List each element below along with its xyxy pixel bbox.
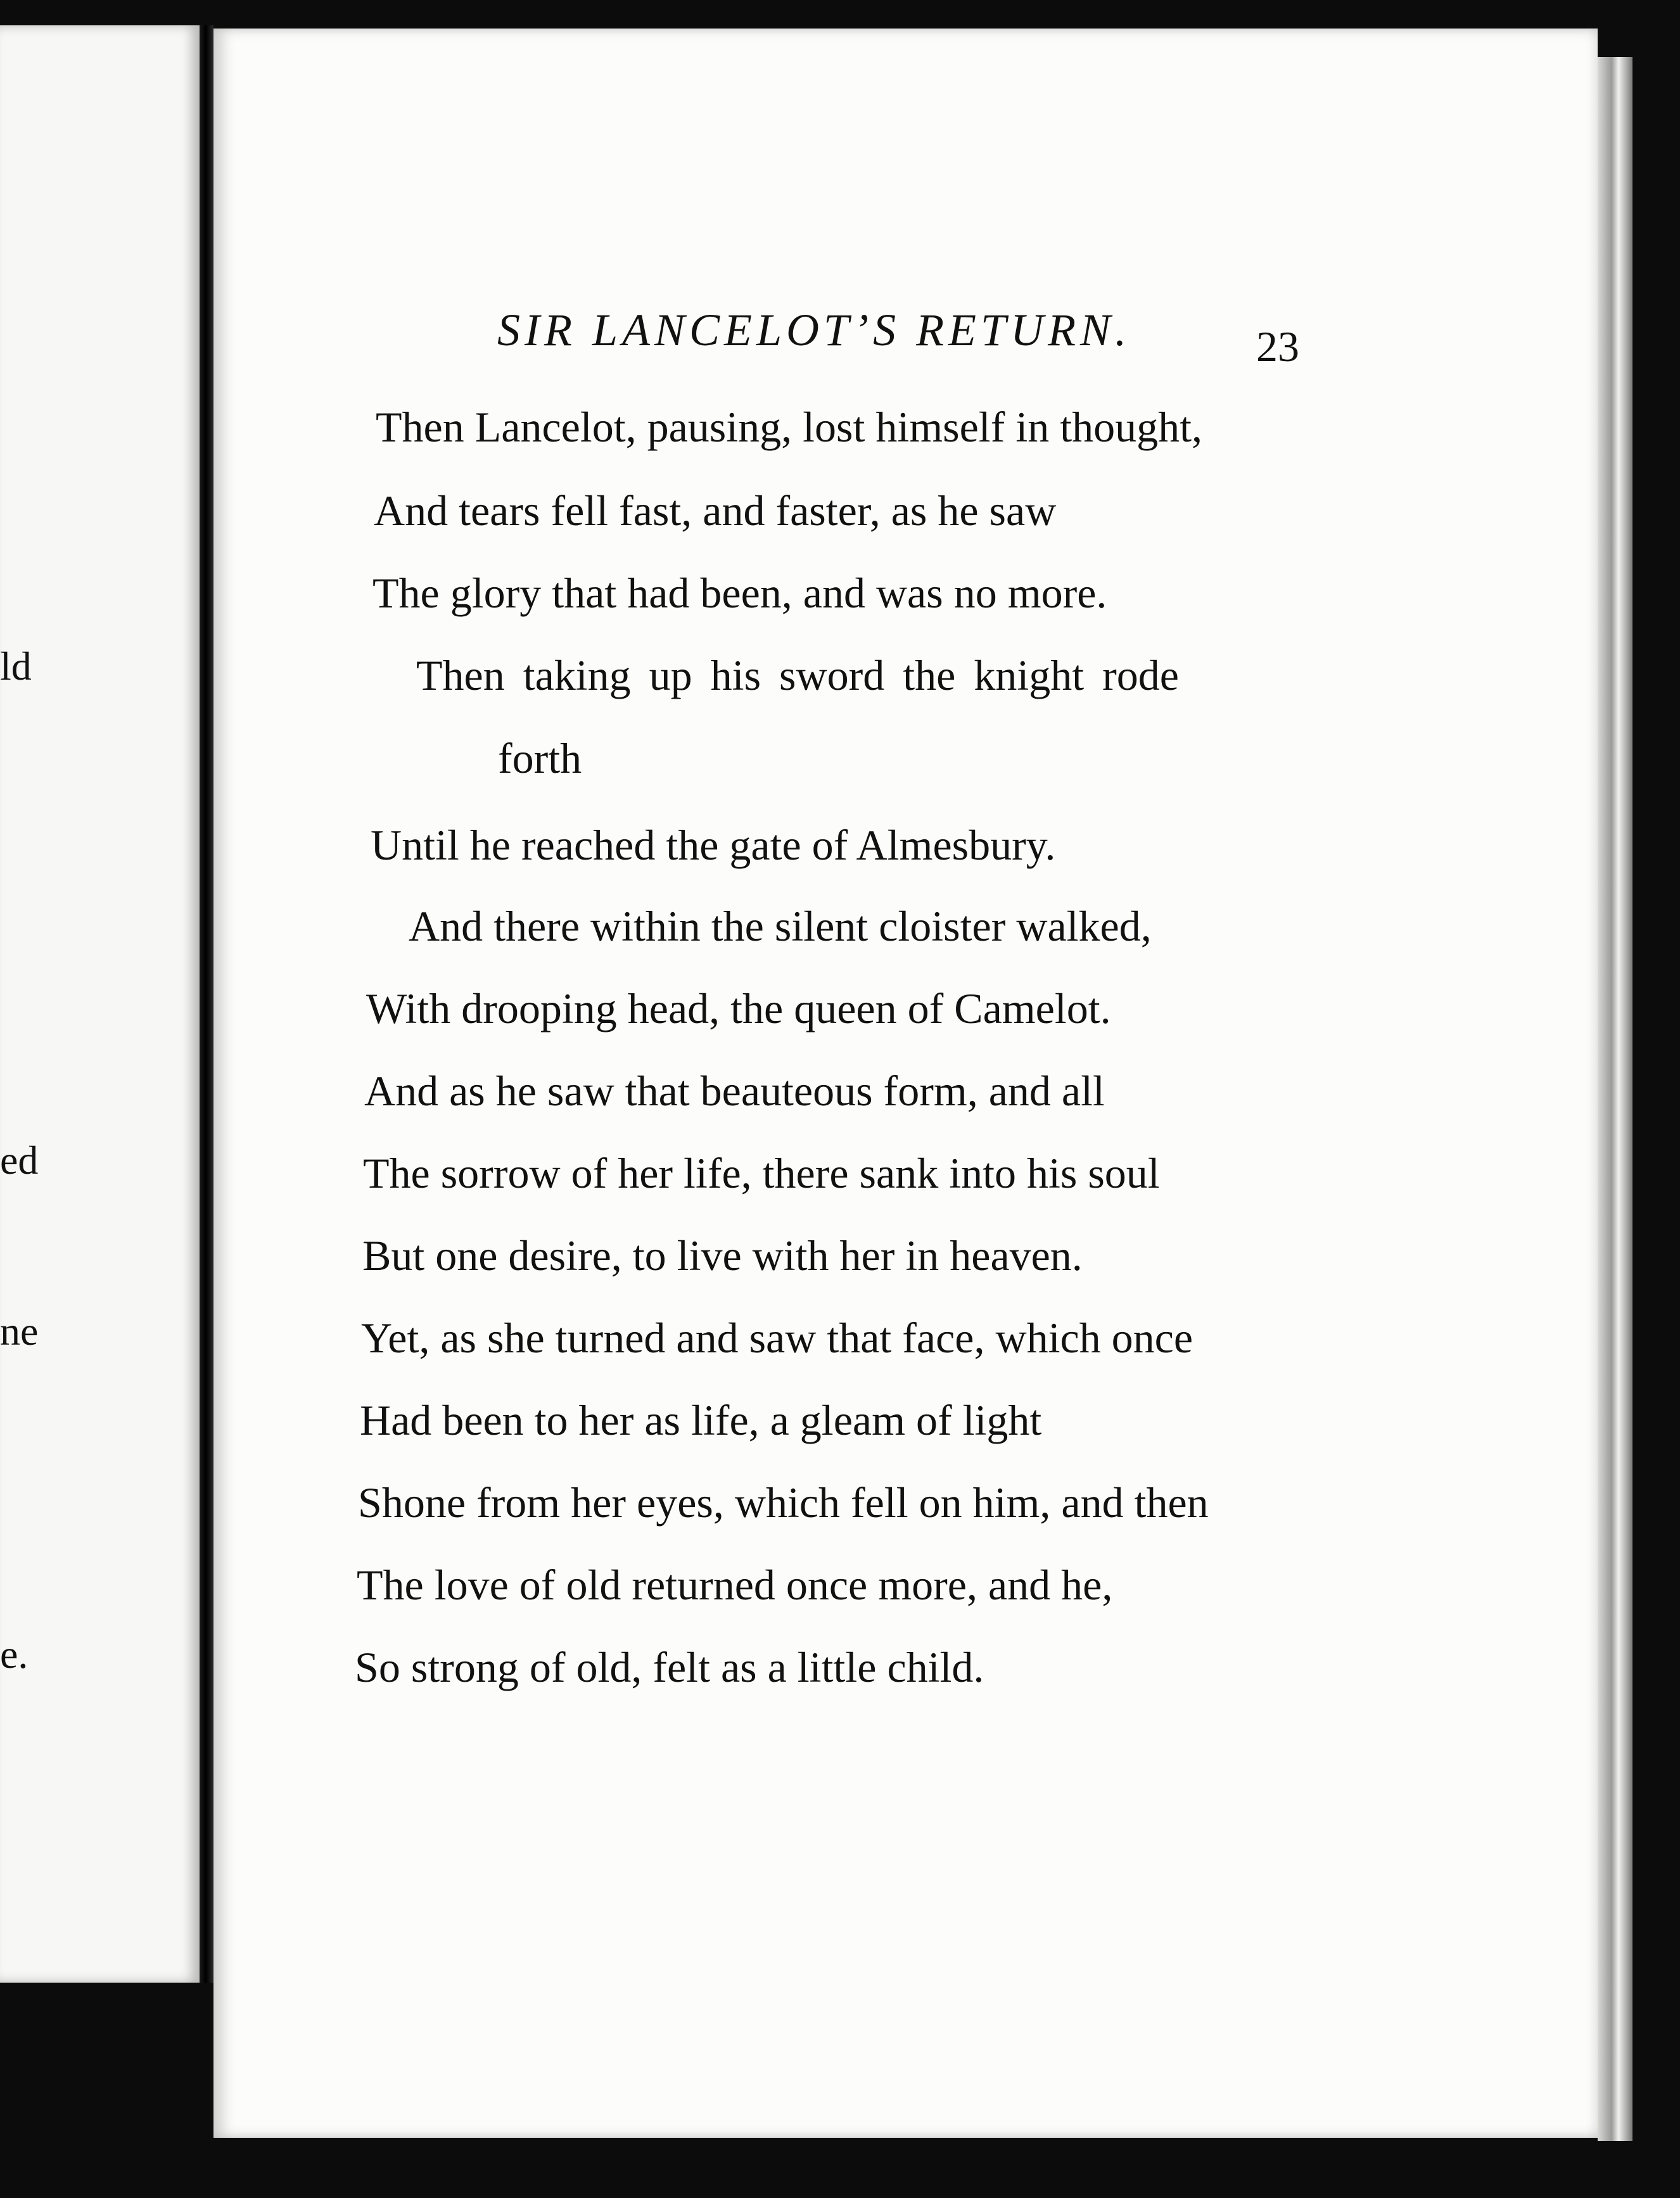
verse-line: And there within the silent cloister walked, xyxy=(409,902,1152,950)
verse-line: The love of old returned once more, and he, xyxy=(357,1561,1113,1609)
running-head: SIR LANCELOT’S RETURN. xyxy=(497,305,1131,355)
verse-line: And as he saw that beauteous form, and all xyxy=(364,1067,1105,1115)
verse-line: So strong of old, felt as a little child. xyxy=(355,1643,984,1691)
verse-line: With drooping head, the queen of Camelot. xyxy=(366,984,1111,1032)
left-page-fragment: ne xyxy=(0,1309,39,1354)
verse-line: Until he reached the gate of Almesbury. xyxy=(371,821,1056,869)
verse-line: The glory that had been, and was no more. xyxy=(372,569,1107,617)
verse-line: Yet, as she turned and saw that face, which once xyxy=(361,1314,1193,1362)
left-page-fragment: ld xyxy=(0,644,32,689)
left-page-fragment: e. xyxy=(0,1632,29,1677)
left-page-fragment: ed xyxy=(0,1138,39,1183)
left-facing-page xyxy=(0,25,200,1983)
verse-line: Shone from her eyes, which fell on him, and then xyxy=(358,1478,1209,1527)
verse-line: Then Lancelot, pausing, lost himself in thought, xyxy=(376,403,1203,451)
page-edge xyxy=(1598,57,1632,2141)
verse-line: The sorrow of her life, there sank into his soul xyxy=(363,1149,1160,1197)
verse-line: Then taking up his sword the knight rode xyxy=(416,651,1179,699)
verse-line: And tears fell fast, and faster, as he saw xyxy=(374,486,1057,535)
book-gutter xyxy=(200,25,213,1983)
verse-line: But one desire, to live with her in heaven. xyxy=(362,1231,1083,1280)
page-number: 23 xyxy=(1256,322,1299,371)
verse-line: Had been to her as life, a gleam of light xyxy=(360,1396,1042,1444)
verse-line: forth xyxy=(498,734,582,782)
